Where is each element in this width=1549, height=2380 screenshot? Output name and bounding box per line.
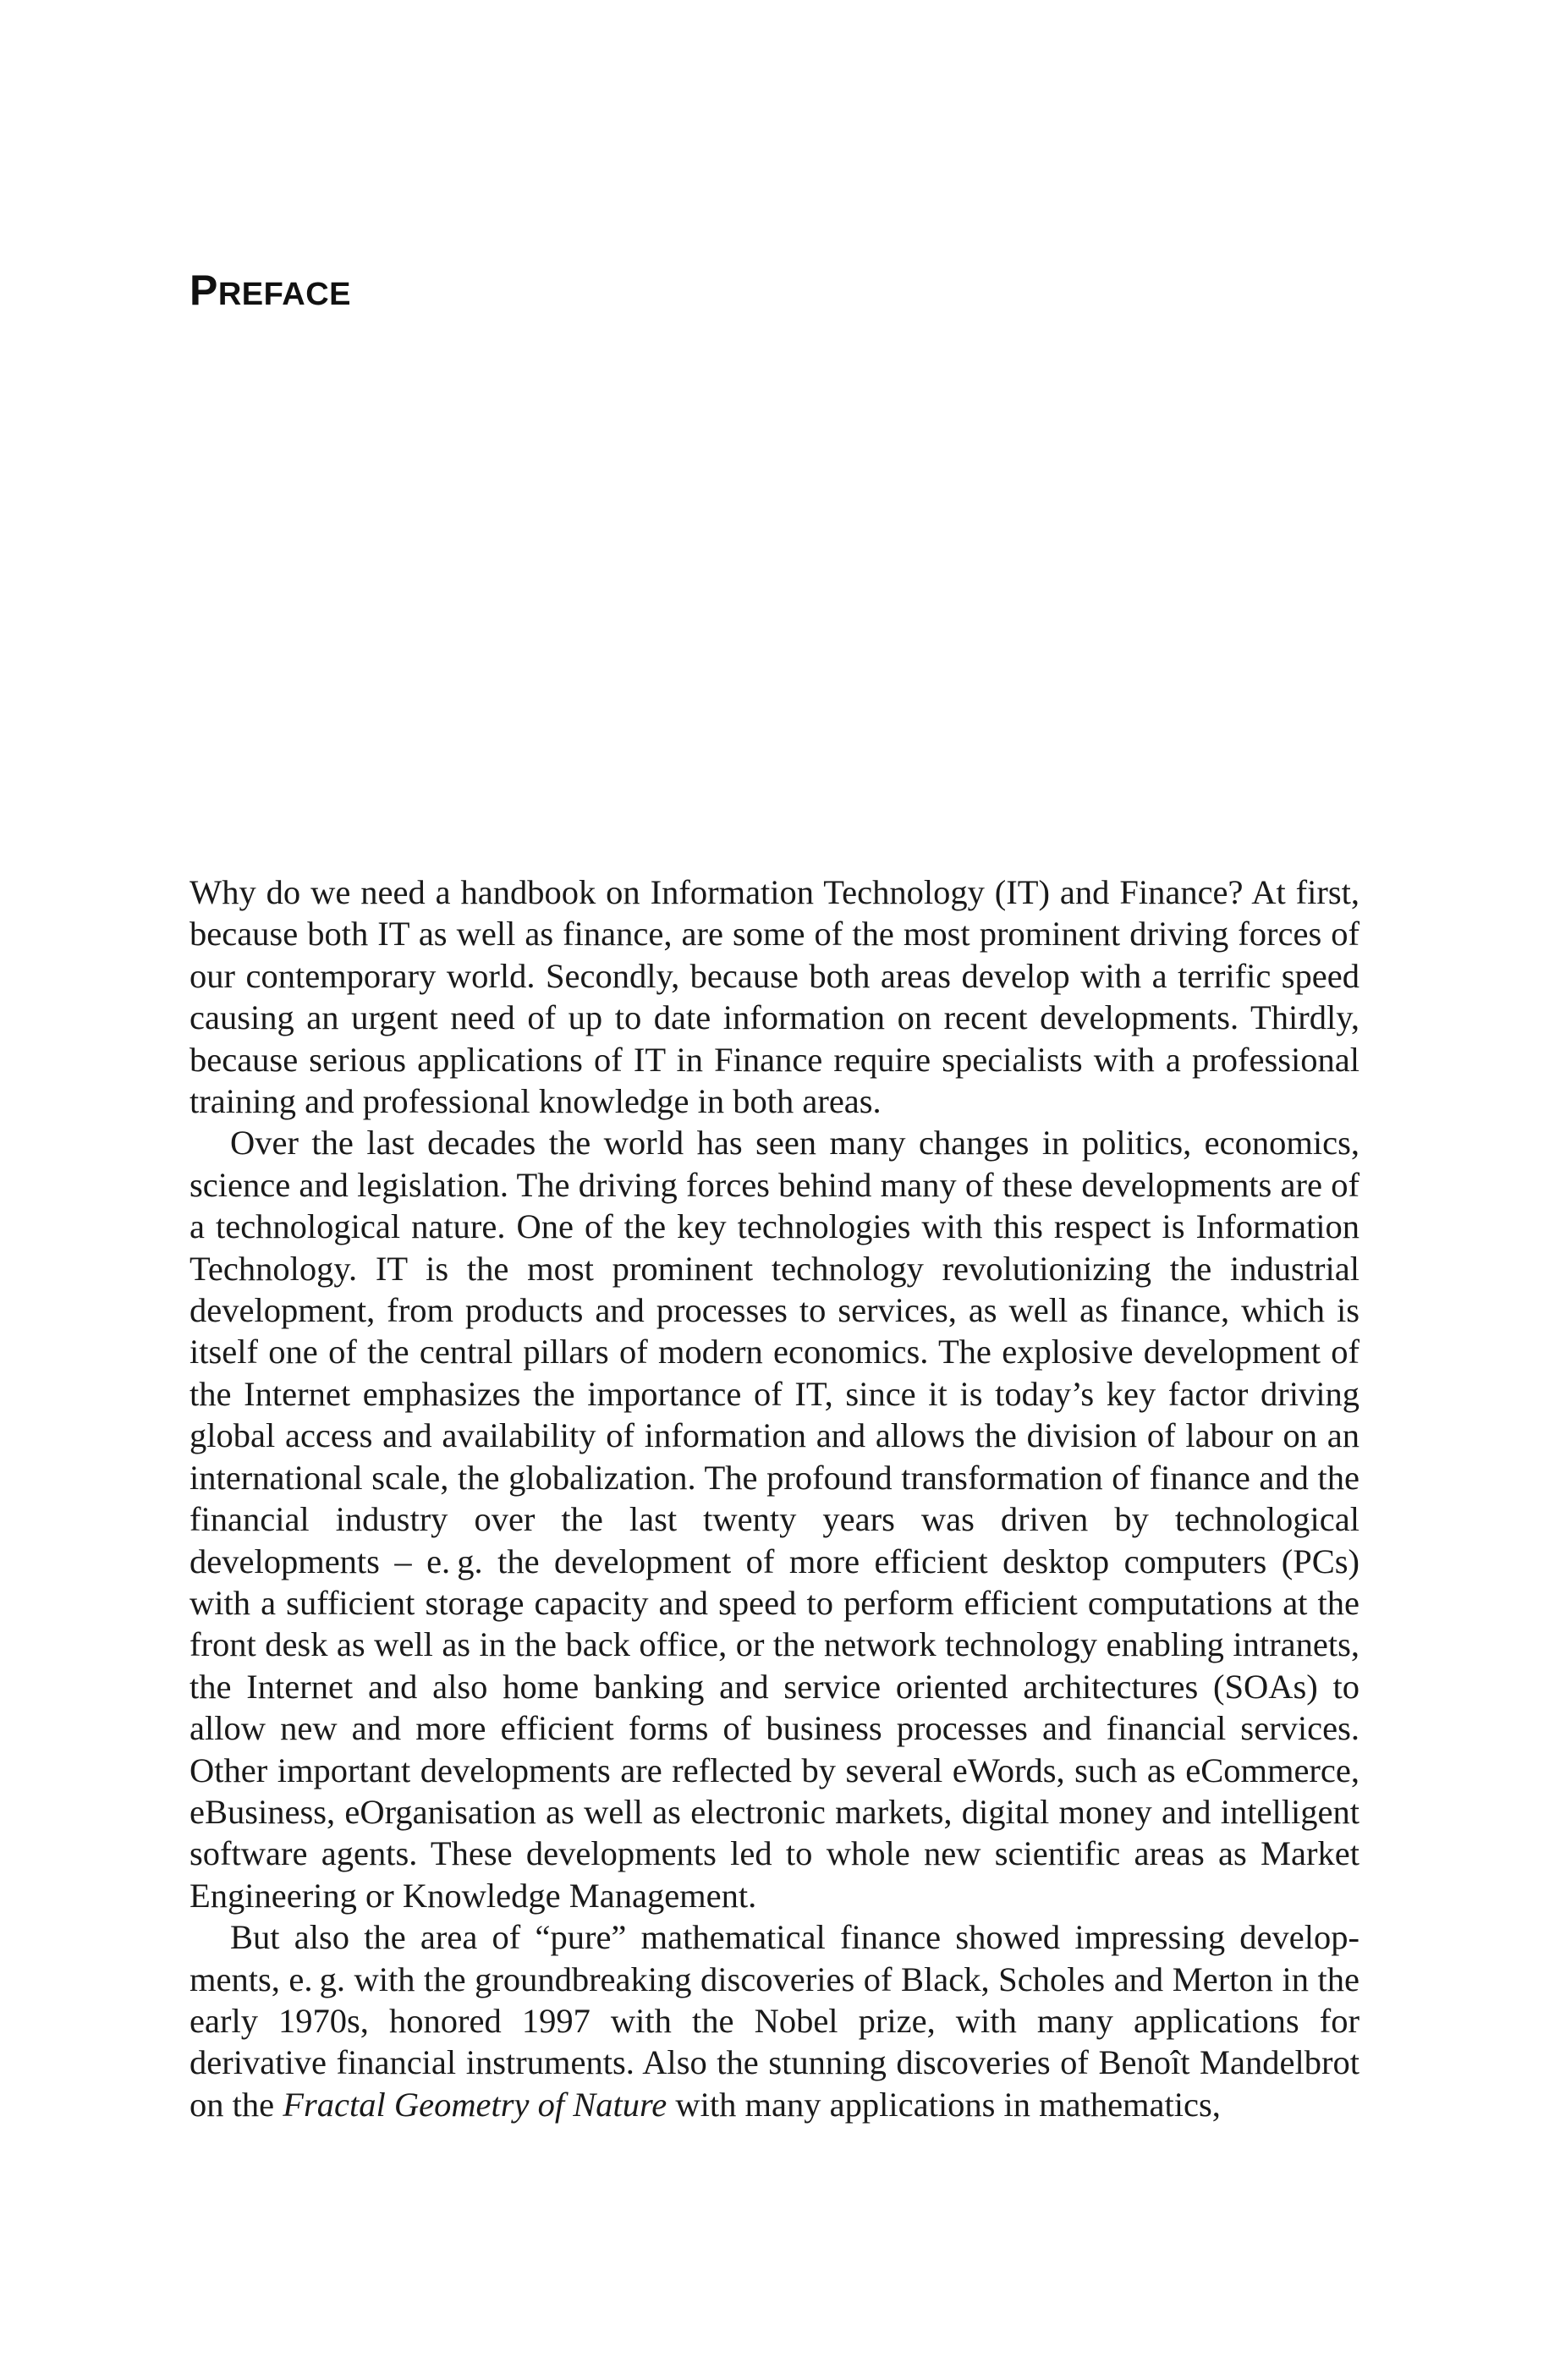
paragraph-3-end: with many applications in mathematics, [667,2085,1221,2124]
paragraph-1: Why do we need a handbook on Information Technology (IT) and Finance? At first, because both IT as well as finance, are some of the most prominent driving forces of our contemporary world. Secondly, because both areas develop with a terrific speed causing an urgent need of up to date information on recent developments. Thirdly, because serious applications of IT in Finance require specialists with a professional training and professional knowledge in both areas. [190,873,1359,1121]
heading-rest: REFACE [217,277,351,312]
paragraph-2: Over the last decades the world has seen many changes in politics, economics, science and legislation. The driving forces behind many of these developments are of a technological nature. One of the key technologies with this respect is Information Technology. IT is the most prominent technology revolutionizing the industrial development, from products and processes to services, as well as finance, which is itself one of the central pillars of modern economics. The explosive development of the Internet emphasizes the importance of IT, since it is today’s key factor driving global access and availability of information and allows the division of labour on an international scale, the globalization. The profound transformation of finance and the financial industry over the last twenty years was driven by technological developments – e. g. the development of more efficient desktop computers (PCs) with a sufficient storage capacity and speed to perform efficient computations at the front desk as well as in the back office, or the network technology enabling intranets, the Internet and also home banking and service oriented architectures (SOAs) to allow new and more efficient forms of business processes and financial services. Other important developments are reflected by several eWords, such as eCommerce, eBusiness, eOrganisation as well as electronic markets, digital money and intelligent software agents. These developments led to whole new scientific areas as Market Engineering or Knowledge Management. [190,1124,1359,1915]
preface-body [190,871,1359,2125]
heading-initial: P [190,267,218,314]
book-title-reference: Fractal Geometry of Nature [283,2085,667,2124]
paragraph-3-start: But also the area of “pure” mathematical finance showed impressing developments, e. g. with the groundbreaking discoveries of Black, Scholes and Merton in the early 1970s, honored 1997 with the Nobel prize, with many applications for derivative financial instruments. Also the stunning discoveries of Benoît Mandelbrot on the [190,1918,1359,2124]
chapter-heading [190,267,351,314]
paragraph-3 [190,1916,1359,2125]
